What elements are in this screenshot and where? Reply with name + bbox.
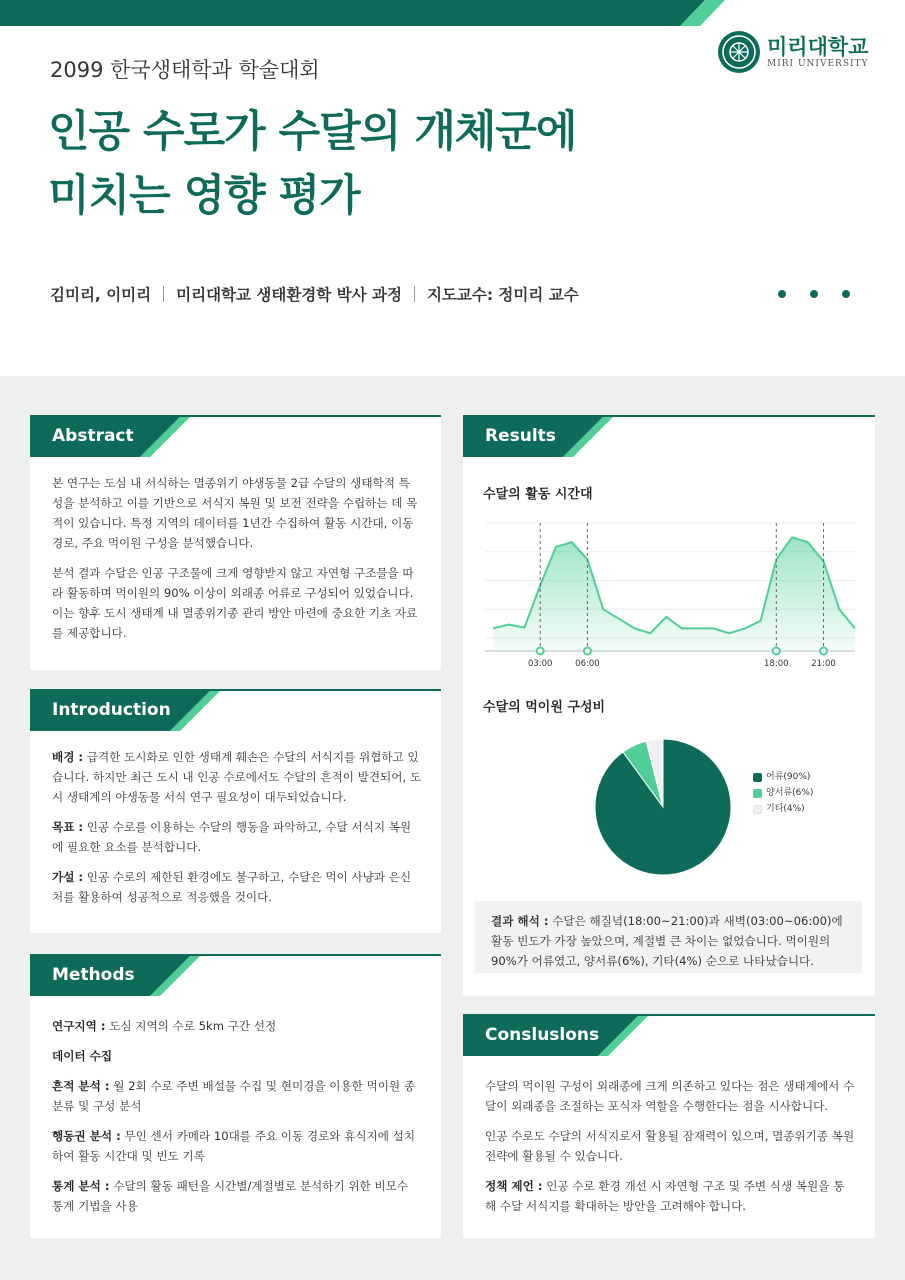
- x-tick-label: 03:00: [527, 659, 553, 669]
- intro-item: 목표 : 인공 수로를 이용하는 수달의 행동을 파악하고, 수달 서식지 복원에 필요한 요소를 분석합니다.: [52, 820, 412, 854]
- section-title: Introduction: [52, 700, 171, 720]
- poster-body: [0, 376, 905, 1280]
- intro-item: 배경 : 급격한 도시화로 인한 생태계 훼손은 수달의 서식지를 위협하고 있습니다. 하지만 최근 도시 내 인공 수로에서도 수달의 흔적이 발견되어, 도시 생태계의 야생동물 서식 연구 필요성이 대두되었습니다.: [52, 750, 422, 804]
- logo-name-kr: 미리대학교: [767, 35, 869, 59]
- section-header: [463, 417, 875, 457]
- policy-suggestion: 정책 제언 : 인공 수로 환경 개선 시 자연형 구조 및 주변 식생 복원을 통해 수달 서식지를 확대하는 방안을 고려해야 합니다.: [485, 1179, 845, 1213]
- section-title: Results: [485, 426, 556, 446]
- conclusions-section: [463, 1014, 875, 1238]
- diet-chart-title: 수달의 먹이원 구성비: [483, 700, 606, 715]
- legend-swatch: [753, 773, 762, 782]
- legend-label: 기타(4%): [766, 804, 805, 814]
- university-logo: [717, 30, 869, 74]
- x-tick-label: 06:00: [575, 659, 600, 669]
- abstract-paragraph: 분석 결과 수달은 인공 구조물에 크게 영향받지 않고 자연형 구조물을 따라 활동하며 먹이원의 90% 이상이 외래종 어류로 구성되어 있었습니다. 이는 향후 도시 생태계 내 멸종위기종 관리 방안 마련에 중요한 기초 자료를 제공합니다.: [52, 566, 418, 640]
- activity-area-chart: [463, 513, 875, 683]
- legend-item: [753, 769, 813, 785]
- section-header: [30, 691, 441, 731]
- tick-marker: [537, 648, 544, 655]
- methods-area: 연구지역 : 도심 지역의 수로 5km 구간 선정: [52, 1019, 277, 1033]
- divider: [414, 286, 415, 302]
- conclusion-paragraph: 인공 수로도 수달의 서식지로서 활용될 잠재력이 있으며, 멸종위기종 복원 전략에 활용될 수 있습니다.: [485, 1129, 855, 1163]
- intro-item: 가설 : 인공 수로의 제한된 환경에도 불구하고, 수달은 먹이 사냥과 은신처를 활용하여 성공적으로 적응했을 것이다.: [52, 870, 412, 904]
- activity-chart-title: 수달의 활동 시간대: [483, 487, 593, 502]
- legend-label: 양서류(6%): [766, 788, 814, 798]
- section-header: [30, 417, 441, 457]
- decorative-dots: [778, 290, 850, 298]
- logo-name-en: MIRI UNIVERSITY: [767, 59, 869, 69]
- conclusion-paragraph: 수달의 먹이원 구성이 외래종에 크게 의존하고 있다는 점은 생태계에서 수달이 외래종을 조절하는 포식자 역할을 수행한다는 점을 시사합니다.: [485, 1079, 855, 1113]
- legend-swatch: [753, 789, 762, 798]
- results-interpretation: 결과 해석 : 수달은 해질녘(18:00~21:00)과 새벽(03:00~06:00)에 활동 빈도가 가장 높았으며, 계절별 큰 차이는 없었습니다. 먹이원의 90%가 어류였고, 양서류(6%), 기타(4%) 순으로 나타났습니다.: [475, 901, 862, 973]
- legend-item: [753, 801, 813, 817]
- methods-item: 흔적 분석 : 월 2회 수로 주변 배설물 수집 및 현미경을 이용한 먹이원 종 분류 및 구성 분석: [52, 1079, 416, 1113]
- top-accent-bar: [0, 0, 905, 26]
- section-header: [463, 1016, 875, 1056]
- section-title: Abstract: [52, 426, 134, 446]
- activity-area: [493, 537, 855, 651]
- pie-legend: [753, 769, 813, 817]
- authors: 김미리, 이미리: [50, 286, 152, 304]
- section-title: Consluslons: [485, 1025, 600, 1045]
- legend-swatch: [753, 805, 762, 814]
- legend-item: [753, 785, 813, 801]
- university-seal-icon: [717, 30, 761, 74]
- methods-item: 행동권 분석 : 무인 센서 카메라 10대를 주요 이동 경로와 휴식지에 설치하여 활동 시간대 및 빈도 기록: [52, 1129, 416, 1163]
- section-header: [30, 956, 441, 996]
- advisor: 지도교수: 정미리 교수: [426, 286, 579, 304]
- poster-title: [48, 100, 576, 228]
- x-tick-label: 21:00: [811, 659, 836, 669]
- divider: [163, 286, 164, 302]
- abstract-paragraph: 본 연구는 도심 내 서식하는 멸종위기 야생동물 2급 수달의 생태학적 특성을 분석하고 이를 기반으로 서식지 복원 및 보전 전략을 수립하는 데 목적이 있습니다. 특정 지역의 데이터를 1년간 수집하여 활동 시간대, 이동 경로, 주요 먹이원 구성을 분석했습니다.: [52, 476, 418, 550]
- tick-marker: [773, 648, 780, 655]
- results-section: [463, 415, 875, 996]
- abstract-section: [30, 415, 441, 670]
- methods-section: [30, 954, 441, 1238]
- title-line-2: 미치는 영향 평가: [48, 171, 360, 221]
- x-tick-label: 18:00: [764, 659, 789, 669]
- conference-name: 2099 한국생태학과 학술대회: [50, 58, 320, 82]
- author-line: [50, 283, 579, 305]
- methods-data-heading: 데이터 수집: [52, 1049, 113, 1063]
- introduction-section: [30, 689, 441, 933]
- title-line-1: 인공 수로가 수달의 개체군에: [48, 107, 577, 157]
- legend-label: 어류(90%): [766, 772, 811, 782]
- affiliation: 미리대학교 생태환경학 박사 과정: [176, 286, 402, 304]
- section-title: Methods: [52, 965, 135, 985]
- tick-marker: [820, 648, 827, 655]
- tick-marker: [584, 648, 591, 655]
- methods-item: 통계 분석 : 수달의 활동 패턴을 시간별/계절별로 분석하기 위한 비모수 통계 기법을 사용: [52, 1179, 409, 1213]
